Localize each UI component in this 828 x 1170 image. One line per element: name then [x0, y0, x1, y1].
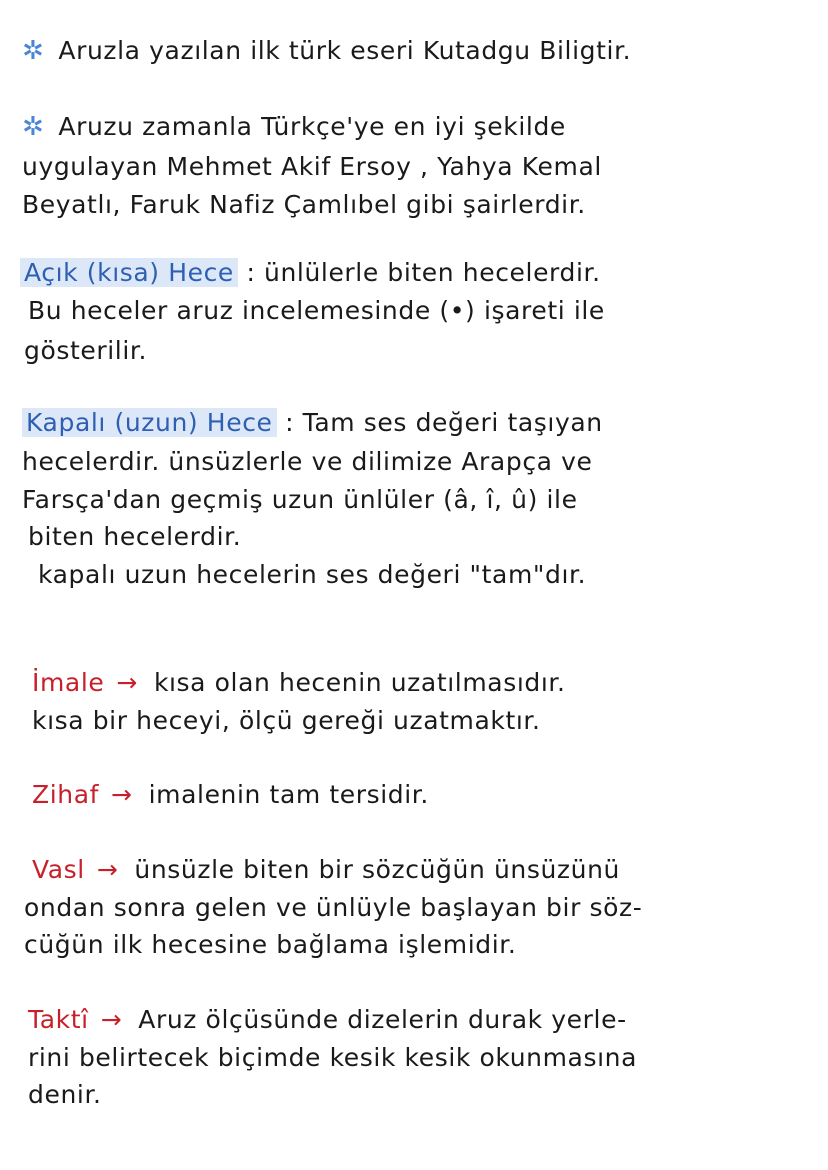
note-line: [28, 1080, 102, 1110]
arrow-icon: →: [116, 668, 138, 697]
note-line: [20, 258, 601, 288]
highlighted-term: Açık (kısa) Hece: [20, 258, 238, 287]
note-text: denir.: [28, 1080, 102, 1109]
note-text: ondan sonra gelen ve ünlüyle başlayan bir söz-: [24, 893, 643, 922]
note-text: imalenin tam tersidir.: [148, 780, 429, 809]
note-text: ünsüzle biten bir sözcüğün ünsüzünü: [134, 855, 620, 884]
note-line: [28, 1043, 637, 1073]
note-line: [32, 668, 566, 698]
note-line: [22, 408, 603, 438]
arrow-icon: →: [100, 1005, 123, 1034]
note-line: [28, 1005, 627, 1035]
definition-term: Taktî: [28, 1005, 89, 1034]
note-text: kısa bir heceyi, ölçü gereği uzatmaktır.: [32, 706, 541, 735]
note-text: gösterilir.: [24, 336, 148, 365]
note-text: kısa olan hecenin uzatılmasıdır.: [153, 668, 566, 697]
note-line: [32, 855, 620, 885]
note-text: cüğün ilk hecesine bağlama işlemidir.: [24, 930, 517, 959]
note-line: [32, 780, 429, 810]
note-text: hecelerdir. ünsüzlerle ve dilimize Arapça ve: [22, 447, 593, 476]
note-text: rini belirtecek biçimde kesik kesik okunmasına: [28, 1043, 637, 1072]
note-line: [38, 560, 586, 590]
note-line: [22, 190, 586, 220]
note-text: Aruz ölçüsünde dizelerin durak yerle-: [138, 1005, 627, 1034]
note-line: [24, 930, 516, 960]
note-text: Aruzla yazılan ilk türk eseri Kutadgu Biligtir.: [58, 36, 632, 65]
note-text: : ünlülerle biten hecelerdir.: [246, 258, 601, 287]
arrow-icon: →: [96, 855, 119, 884]
note-line: [28, 296, 605, 326]
note-text: kapalı uzun hecelerin ses değeri "tam"dır.: [38, 560, 587, 589]
note-text: Farsça'dan geçmiş uzun ünlüler (â, î, û) ile: [22, 485, 578, 514]
note-line: [22, 152, 602, 182]
arrow-icon: →: [111, 780, 133, 809]
note-text: : Tam ses değeri taşıyan: [285, 408, 603, 437]
star-icon: ✲: [22, 36, 45, 66]
definition-term: Zihaf: [32, 780, 100, 809]
note-text: biten hecelerdir.: [28, 522, 242, 551]
note-text: Aruzu zamanla Türkçe'ye en iyi şekilde: [58, 112, 566, 141]
note-text: Bu heceler aruz incelemesinde (•) işareti ile: [28, 296, 605, 325]
note-line: [22, 36, 631, 66]
note-text: uygulayan Mehmet Akif Ersoy , Yahya Kemal: [22, 152, 602, 181]
note-line: [28, 522, 241, 552]
highlighted-term: Kapalı (uzun) Hece: [22, 408, 277, 437]
note-text: Beyatlı, Faruk Nafiz Çamlıbel gibi şairlerdir.: [22, 190, 586, 219]
note-line: [24, 893, 642, 923]
note-line: [24, 336, 147, 366]
star-icon: ✲: [22, 112, 45, 142]
note-line: [22, 112, 566, 142]
note-line: [22, 485, 578, 515]
definition-term: Vasl: [32, 855, 85, 884]
note-line: [22, 447, 593, 477]
note-line: [32, 706, 541, 736]
definition-term: İmale: [32, 668, 105, 697]
